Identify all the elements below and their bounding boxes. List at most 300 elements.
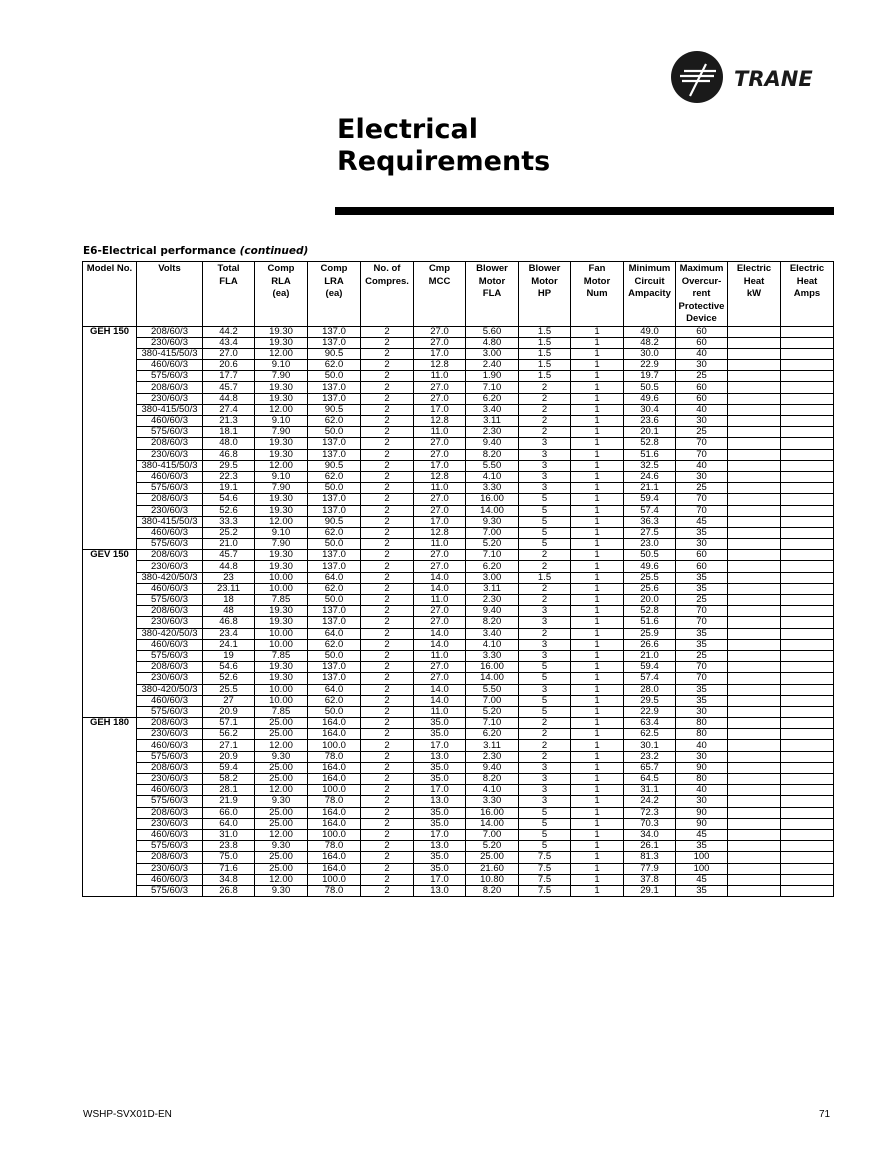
table-cell: 90.5	[308, 404, 361, 415]
table-row	[83, 885, 834, 896]
table-cell: 3.00	[466, 348, 519, 359]
table-cell: 25.9	[624, 628, 676, 639]
table-cell: 23.11	[203, 583, 255, 594]
table-row	[83, 684, 834, 695]
table-cell: 25.2	[203, 527, 255, 538]
table-cell: 19.30	[255, 438, 308, 449]
table-cell: 65.7	[624, 762, 676, 773]
table-cell: 19.30	[255, 673, 308, 684]
table-cell: 27.0	[414, 673, 466, 684]
column-header-line: Heat	[796, 275, 818, 287]
column-header-line: Overcur-	[681, 275, 722, 287]
table-cell: 59.4	[624, 662, 676, 673]
column-header-line: Heat	[743, 275, 765, 287]
table-cell: 57.4	[624, 505, 676, 516]
table-cell: 7.90	[255, 427, 308, 438]
table-cell: 23.4	[203, 628, 255, 639]
table-cell: 35	[676, 695, 728, 706]
table-cell: 164.0	[308, 729, 361, 740]
empty-heat-cell	[728, 841, 781, 852]
table-cell: 208/60/3	[137, 382, 203, 393]
table-cell: 460/60/3	[137, 785, 203, 796]
table-cell: 2	[361, 348, 414, 359]
empty-heat-cell	[728, 360, 781, 371]
table-cell: 25.00	[255, 729, 308, 740]
empty-heat-cell	[781, 774, 834, 785]
table-cell: 6.20	[466, 393, 519, 404]
column-header-line: Model No.	[86, 263, 133, 274]
table-cell: 20.9	[203, 706, 255, 717]
table-cell: 11.0	[414, 427, 466, 438]
table-cell: 17.0	[414, 460, 466, 471]
table-cell: 17.0	[414, 404, 466, 415]
table-cell: 1	[571, 595, 624, 606]
table-cell: 3	[519, 639, 571, 650]
table-cell: 25	[676, 427, 728, 438]
table-cell: 460/60/3	[137, 639, 203, 650]
table-cell: 164.0	[308, 852, 361, 863]
table-cell: 23.6	[624, 416, 676, 427]
table-cell: 22.9	[624, 360, 676, 371]
empty-heat-cell	[781, 337, 834, 348]
column-header-line: (ea)	[325, 288, 343, 299]
column-header	[676, 262, 728, 327]
table-cell: 230/60/3	[137, 673, 203, 684]
table-cell: 70.3	[624, 818, 676, 829]
empty-heat-cell	[781, 326, 834, 337]
table-row	[83, 785, 834, 796]
table-cell: 9.40	[466, 762, 519, 773]
table-cell: 70	[676, 673, 728, 684]
table-cell: 12.00	[255, 740, 308, 751]
table-cell: 58.2	[203, 774, 255, 785]
table-cell: 164.0	[308, 807, 361, 818]
table-cell: 25	[676, 595, 728, 606]
table-cell: 380-415/50/3	[137, 516, 203, 527]
table-cell: 2	[519, 550, 571, 561]
table-cell: 35.0	[414, 807, 466, 818]
table-cell: 460/60/3	[137, 740, 203, 751]
empty-heat-cell	[781, 807, 834, 818]
table-cell: 2	[519, 583, 571, 594]
table-cell: 72.3	[624, 807, 676, 818]
table-cell: 575/60/3	[137, 706, 203, 717]
table-cell: 1	[571, 494, 624, 505]
table-cell: 64.0	[308, 572, 361, 583]
table-cell: 62.5	[624, 729, 676, 740]
table-cell: 230/60/3	[137, 393, 203, 404]
empty-heat-cell	[781, 762, 834, 773]
table-cell: 51.6	[624, 449, 676, 460]
table-cell: 230/60/3	[137, 774, 203, 785]
table-cell: 14.0	[414, 583, 466, 594]
table-cell: 24.1	[203, 639, 255, 650]
empty-heat-cell	[781, 796, 834, 807]
table-cell: 12.00	[255, 874, 308, 885]
table-cell: 2	[361, 796, 414, 807]
table-cell: 14.00	[466, 505, 519, 516]
table-cell: 2	[361, 483, 414, 494]
table-cell: 90.5	[308, 348, 361, 359]
table-cell: 14.0	[414, 695, 466, 706]
table-cell: 4.10	[466, 471, 519, 482]
table-cell: 7.00	[466, 527, 519, 538]
table-cell: 1	[571, 729, 624, 740]
table-cell: 24.2	[624, 796, 676, 807]
table-cell: 26.6	[624, 639, 676, 650]
table-cell: 1.5	[519, 337, 571, 348]
table-cell: 2	[519, 729, 571, 740]
empty-heat-cell	[781, 393, 834, 404]
table-cell: 2	[361, 360, 414, 371]
table-cell: 3.00	[466, 572, 519, 583]
table-cell: 2	[519, 718, 571, 729]
column-header	[466, 262, 519, 327]
table-cell: 35.0	[414, 818, 466, 829]
table-cell: 137.0	[308, 494, 361, 505]
column-header	[728, 262, 781, 327]
table-cell: 12.8	[414, 360, 466, 371]
table-cell: 20.6	[203, 360, 255, 371]
table-cell: 19.30	[255, 494, 308, 505]
empty-heat-cell	[781, 561, 834, 572]
table-cell: 380-420/50/3	[137, 628, 203, 639]
table-row	[83, 650, 834, 661]
table-row	[83, 874, 834, 885]
table-cell: 2	[361, 449, 414, 460]
table-cell: 2	[361, 527, 414, 538]
table-cell: 164.0	[308, 774, 361, 785]
table-cell: 9.10	[255, 360, 308, 371]
table-cell: 3	[519, 617, 571, 628]
table-cell: 460/60/3	[137, 527, 203, 538]
table-cell: 11.0	[414, 650, 466, 661]
table-cell: 35	[676, 841, 728, 852]
table-cell: 23.8	[203, 841, 255, 852]
table-cell: 2	[361, 740, 414, 751]
table-cell: 35	[676, 572, 728, 583]
table-cell: 7.10	[466, 550, 519, 561]
table-cell: 19.30	[255, 337, 308, 348]
table-cell: 9.30	[255, 751, 308, 762]
table-row	[83, 841, 834, 852]
table-cell: 9.30	[255, 796, 308, 807]
table-cell: 70	[676, 617, 728, 628]
empty-heat-cell	[728, 326, 781, 337]
table-cell: 5	[519, 516, 571, 527]
table-cell: 16.00	[466, 807, 519, 818]
table-cell: 27.0	[414, 449, 466, 460]
table-cell: 4.10	[466, 785, 519, 796]
column-header-line: Comp	[267, 263, 295, 274]
table-cell: 35	[676, 684, 728, 695]
empty-heat-cell	[781, 785, 834, 796]
table-cell: 25	[676, 371, 728, 382]
table-cell: 7.5	[519, 863, 571, 874]
empty-heat-cell	[781, 841, 834, 852]
table-cell: 11.0	[414, 595, 466, 606]
table-cell: 460/60/3	[137, 874, 203, 885]
table-cell: 9.10	[255, 527, 308, 538]
table-cell: 2.40	[466, 360, 519, 371]
table-cell: 3	[519, 606, 571, 617]
table-cell: 2	[361, 885, 414, 896]
empty-heat-cell	[781, 371, 834, 382]
table-row	[83, 706, 834, 717]
table-cell: 2	[361, 751, 414, 762]
table-cell: 1	[571, 471, 624, 482]
table-cell: 1	[571, 360, 624, 371]
table-row	[83, 371, 834, 382]
table-cell: 575/60/3	[137, 427, 203, 438]
empty-heat-cell	[781, 885, 834, 896]
table-cell: 5.20	[466, 841, 519, 852]
table-cell: 8.20	[466, 774, 519, 785]
table-cell: 13.0	[414, 841, 466, 852]
empty-heat-cell	[781, 583, 834, 594]
column-header	[137, 262, 203, 327]
empty-heat-cell	[781, 483, 834, 494]
table-cell: 380-415/50/3	[137, 404, 203, 415]
table-cell: 40	[676, 785, 728, 796]
table-cell: 71.6	[203, 863, 255, 874]
column-header-line: (ea)	[272, 288, 290, 299]
table-cell: 17.0	[414, 740, 466, 751]
empty-heat-cell	[728, 595, 781, 606]
column-header	[361, 262, 414, 327]
table-cell: 52.6	[203, 673, 255, 684]
table-cell: 49.6	[624, 561, 676, 572]
table-cell: 9.40	[466, 606, 519, 617]
table-row	[83, 572, 834, 583]
table-row	[83, 595, 834, 606]
table-cell: 1.90	[466, 371, 519, 382]
table-cell: 3	[519, 449, 571, 460]
table-cell: 16.00	[466, 662, 519, 673]
table-cell: 25.00	[255, 863, 308, 874]
table-cell: 208/60/3	[137, 438, 203, 449]
empty-heat-cell	[728, 662, 781, 673]
table-cell: 35.0	[414, 852, 466, 863]
column-header-line: Compres.	[365, 275, 409, 287]
table-cell: 80	[676, 729, 728, 740]
column-header-line: Ampacity	[628, 288, 671, 299]
table-cell: 460/60/3	[137, 360, 203, 371]
table-cell: 7.00	[466, 829, 519, 840]
empty-heat-cell	[728, 371, 781, 382]
table-cell: 14.0	[414, 572, 466, 583]
table-cell: 380-415/50/3	[137, 460, 203, 471]
table-cell: 78.0	[308, 751, 361, 762]
table-cell: 3	[519, 796, 571, 807]
empty-heat-cell	[728, 762, 781, 773]
table-cell: 1	[571, 516, 624, 527]
table-cell: 1	[571, 785, 624, 796]
empty-heat-cell	[781, 650, 834, 661]
table-cell: 48.0	[203, 438, 255, 449]
table-cell: 44.8	[203, 561, 255, 572]
table-cell: 1	[571, 527, 624, 538]
table-cell: 27.4	[203, 404, 255, 415]
column-header	[83, 262, 137, 327]
table-caption-continued: (continued)	[239, 245, 309, 257]
table-cell: 230/60/3	[137, 818, 203, 829]
empty-heat-cell	[781, 639, 834, 650]
table-cell: 100.0	[308, 785, 361, 796]
empty-heat-cell	[728, 483, 781, 494]
table-cell: 62.0	[308, 471, 361, 482]
table-cell: 30	[676, 751, 728, 762]
table-cell: 52.8	[624, 438, 676, 449]
table-cell: 50.0	[308, 595, 361, 606]
table-cell: 164.0	[308, 818, 361, 829]
table-cell: 3.30	[466, 650, 519, 661]
table-cell: 575/60/3	[137, 483, 203, 494]
table-cell: 5	[519, 673, 571, 684]
table-cell: 5	[519, 829, 571, 840]
table-cell: 3.30	[466, 796, 519, 807]
table-cell: 6.20	[466, 561, 519, 572]
table-cell: 460/60/3	[137, 416, 203, 427]
table-cell: 27.0	[414, 494, 466, 505]
table-header-row	[83, 262, 834, 327]
table-cell: 35.0	[414, 863, 466, 874]
table-cell: 23	[203, 572, 255, 583]
table-row	[83, 516, 834, 527]
table-cell: 46.8	[203, 617, 255, 628]
table-cell: 5.50	[466, 460, 519, 471]
table-cell: 2	[361, 539, 414, 550]
table-cell: 137.0	[308, 662, 361, 673]
table-cell: 25	[676, 483, 728, 494]
table-cell: 2	[361, 572, 414, 583]
table-cell: 1.5	[519, 348, 571, 359]
table-cell: 2	[361, 706, 414, 717]
page-title-line-1: Electrical	[337, 114, 478, 145]
column-header-line: MCC	[428, 275, 451, 287]
column-header-line: Amps	[793, 288, 821, 299]
table-cell: 4.80	[466, 337, 519, 348]
table-row	[83, 829, 834, 840]
table-cell: 30	[676, 796, 728, 807]
table-cell: 1	[571, 505, 624, 516]
table-cell: 5	[519, 818, 571, 829]
table-cell: 25.00	[255, 774, 308, 785]
column-header	[624, 262, 676, 327]
table-cell: 14.00	[466, 818, 519, 829]
table-row	[83, 639, 834, 650]
table-cell: 12.00	[255, 785, 308, 796]
table-cell: 60	[676, 382, 728, 393]
table-cell: 54.6	[203, 662, 255, 673]
empty-heat-cell	[781, 404, 834, 415]
table-cell: 25.6	[624, 583, 676, 594]
table-cell: 20.0	[624, 595, 676, 606]
table-cell: 3	[519, 684, 571, 695]
empty-heat-cell	[728, 729, 781, 740]
table-cell: 21.0	[624, 650, 676, 661]
column-header-line: Maximum	[679, 263, 724, 274]
table-cell: 1	[571, 662, 624, 673]
table-cell: 19.30	[255, 505, 308, 516]
table-cell: 575/60/3	[137, 371, 203, 382]
table-cell: 3.40	[466, 404, 519, 415]
table-cell: 62.0	[308, 360, 361, 371]
table-cell: 10.00	[255, 684, 308, 695]
table-cell: 36.3	[624, 516, 676, 527]
table-cell: 49.6	[624, 393, 676, 404]
table-cell: 137.0	[308, 505, 361, 516]
table-row	[83, 449, 834, 460]
table-cell: 2	[361, 516, 414, 527]
table-cell: 100.0	[308, 874, 361, 885]
table-cell: 7.90	[255, 483, 308, 494]
table-cell: 64.0	[308, 684, 361, 695]
table-cell: 60	[676, 337, 728, 348]
table-cell: 137.0	[308, 606, 361, 617]
table-cell: 137.0	[308, 326, 361, 337]
table-cell: 208/60/3	[137, 550, 203, 561]
table-cell: 1	[571, 807, 624, 818]
table-cell: 2	[361, 718, 414, 729]
table-cell: 35	[676, 583, 728, 594]
empty-heat-cell	[781, 527, 834, 538]
table-cell: 90	[676, 762, 728, 773]
table-cell: 19.30	[255, 449, 308, 460]
table-cell: 208/60/3	[137, 762, 203, 773]
table-cell: 12.00	[255, 829, 308, 840]
table-cell: 70	[676, 494, 728, 505]
table-cell: 5	[519, 539, 571, 550]
table-cell: 2	[519, 561, 571, 572]
model-number-cell: GEV 150	[83, 550, 137, 718]
empty-heat-cell	[781, 706, 834, 717]
table-cell: 2	[361, 371, 414, 382]
electrical-performance-table	[82, 261, 834, 897]
table-cell: 27	[203, 695, 255, 706]
column-header-line: kW	[746, 288, 762, 299]
table-cell: 19.30	[255, 606, 308, 617]
table-cell: 575/60/3	[137, 841, 203, 852]
table-cell: 25.00	[255, 852, 308, 863]
empty-heat-cell	[781, 539, 834, 550]
table-cell: 575/60/3	[137, 650, 203, 661]
empty-heat-cell	[728, 561, 781, 572]
table-cell: 1	[571, 684, 624, 695]
column-header-line: Motor	[478, 275, 506, 287]
table-cell: 2	[361, 471, 414, 482]
table-cell: 460/60/3	[137, 695, 203, 706]
table-cell: 2	[361, 404, 414, 415]
table-row	[83, 774, 834, 785]
table-cell: 78.0	[308, 885, 361, 896]
column-header-line: Cmp	[428, 263, 451, 274]
table-cell: 1	[571, 885, 624, 896]
table-cell: 50.0	[308, 483, 361, 494]
column-header-line: FLA	[482, 288, 502, 299]
table-cell: 27.0	[414, 550, 466, 561]
table-cell: 1.5	[519, 371, 571, 382]
table-cell: 7.5	[519, 885, 571, 896]
table-cell: 29.1	[624, 885, 676, 896]
empty-heat-cell	[781, 673, 834, 684]
table-cell: 575/60/3	[137, 595, 203, 606]
table-cell: 12.8	[414, 471, 466, 482]
table-cell: 45	[676, 829, 728, 840]
table-cell: 1	[571, 673, 624, 684]
table-cell: 25.5	[203, 684, 255, 695]
table-cell: 11.0	[414, 539, 466, 550]
